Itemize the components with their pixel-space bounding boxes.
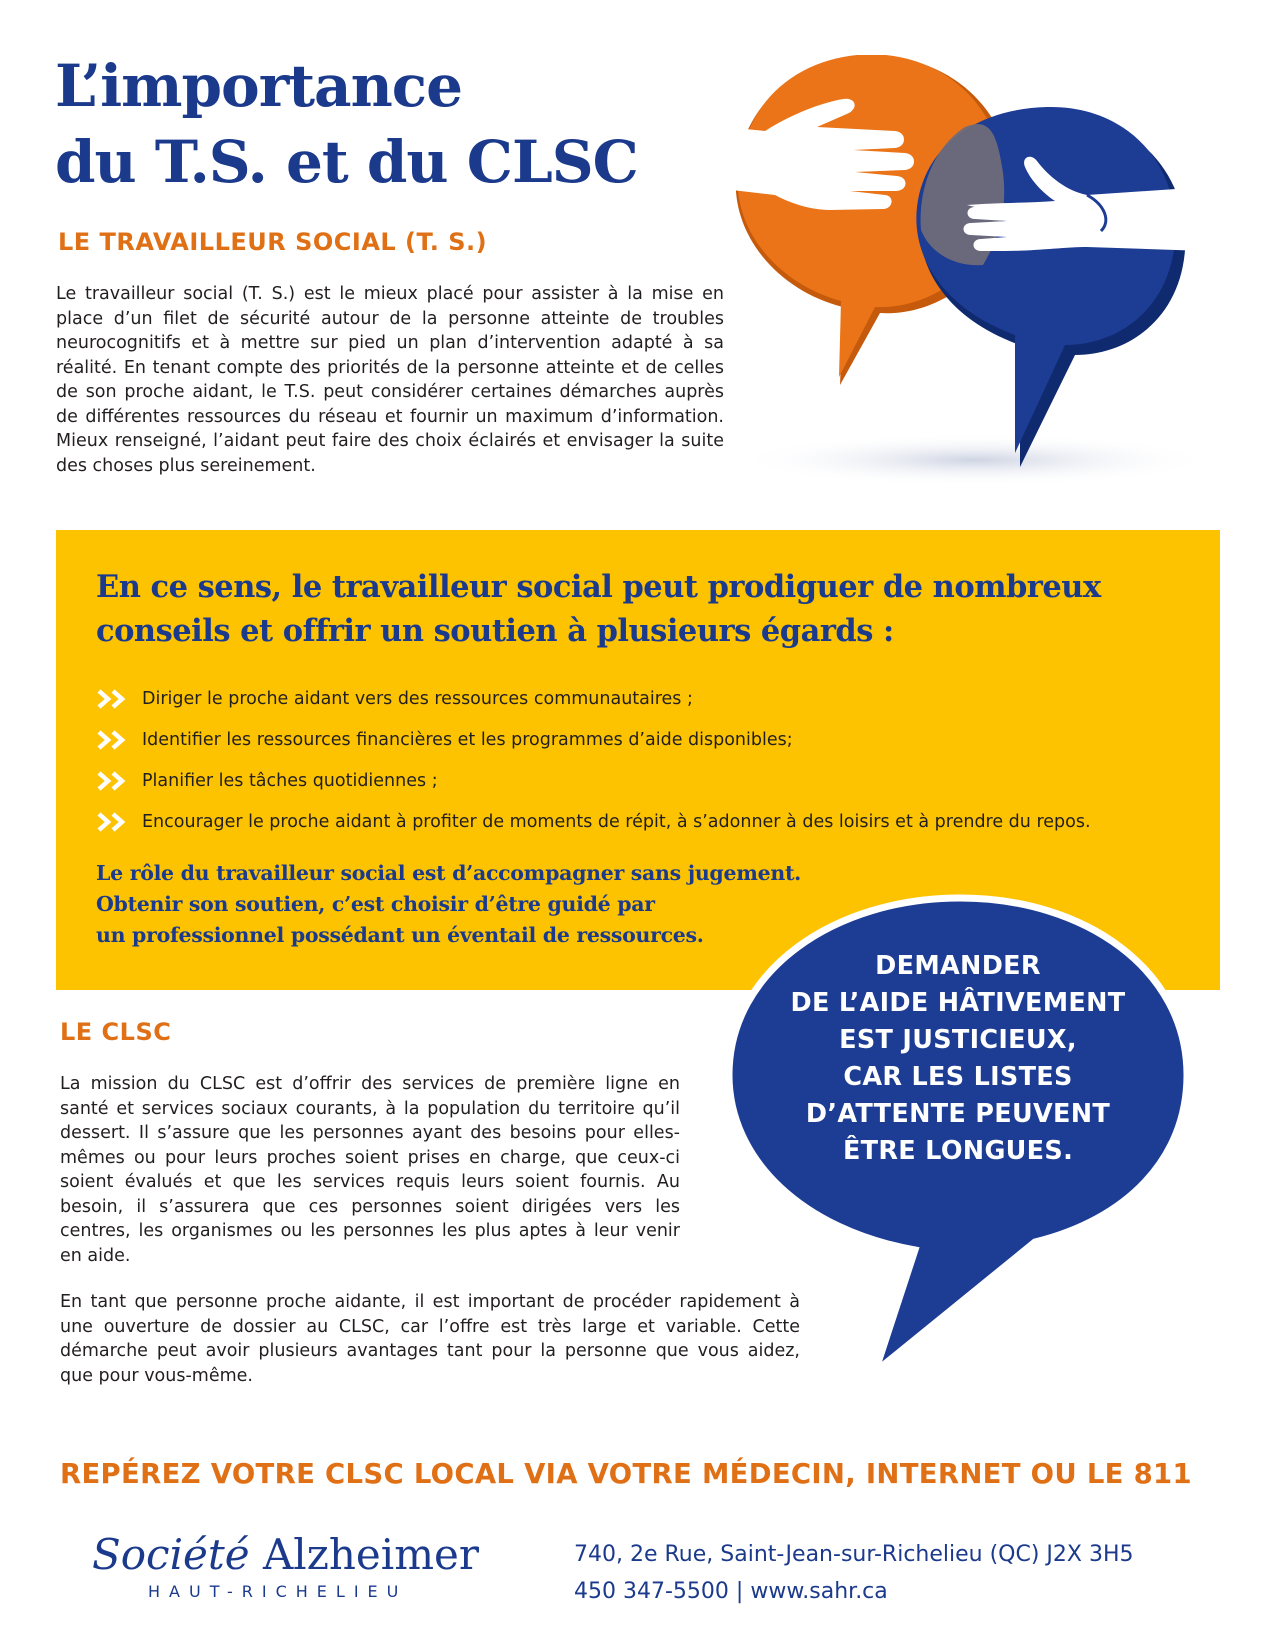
callout-line-4: CAR LES LISTES bbox=[843, 1062, 1073, 1092]
callout-line-2: DE L’AIDE HÂTIVEMENT bbox=[790, 988, 1126, 1018]
callout-line-5: D’ATTENTE PEUVENT bbox=[805, 1099, 1111, 1129]
list-item bbox=[96, 801, 1216, 842]
ts-section-heading: LE TRAVAILLEUR SOCIAL (T. S.) bbox=[58, 228, 488, 256]
advice-box-closing-line-3: un professionnel possédant un éventail de ressources. bbox=[96, 923, 704, 947]
clsc-section-paragraph-1: La mission du CLSC est d’offrir des services de première ligne en santé et services sociaux courants, à la population du territoire qu’il dessert. Il s’assure que les personnes ayant des besoins pour elles-mêmes ou pour leurs proches soient prises en charge, que ceux-ci soient évalués et que les services requis leurs soient fournis. Au besoin, il s’assurera que ces personnes soient dirigées vers les centres, les organismes ou les personnes les plus aptes à leur venir en aide. bbox=[60, 1074, 680, 1266]
website-link[interactable]: www.sahr.ca bbox=[750, 1579, 888, 1604]
bullet-text: Diriger le proche aidant vers des ressources communautaires ; bbox=[142, 688, 693, 709]
logo-word-alzheimer: Alzheimer bbox=[262, 1530, 479, 1579]
advice-bullet-list bbox=[96, 678, 1216, 842]
advice-box-heading bbox=[96, 565, 1196, 653]
page-title bbox=[55, 48, 695, 200]
bullet-text: Planifier les tâches quotidiennes ; bbox=[142, 770, 438, 791]
ts-section-paragraph: Le travailleur social (T. S.) est le mieux placé pour assister à la mise en place d’un filet de sécurité autour de la personne atteinte de troubles neurocognitifs et à mettre sur pied un plan d’intervention adapté à sa réalité. En tenant compte des priorités de la personne atteinte et de celles de son proche aidant, le T.S. peut considérer certaines démarches auprès de différentes ressources du réseau et fournir un maximum d’information. Mieux renseigné, l’aidant peut faire des choix éclairés et envisager la suite des choses plus sereinement. bbox=[56, 284, 724, 476]
bullet-text: Identifier les ressources financières et les programmes d’aide disponibles; bbox=[142, 729, 793, 750]
advice-box-closing-line-2: Obtenir son soutien, c’est choisir d’être guidé par bbox=[96, 892, 655, 916]
contact-info bbox=[574, 1536, 1134, 1610]
double-chevron-icon bbox=[96, 811, 132, 833]
list-item bbox=[96, 719, 1216, 760]
callout-line-1: DEMANDER bbox=[875, 951, 1041, 981]
list-item bbox=[96, 678, 1216, 719]
callout-line-6: ÊTRE LONGUES. bbox=[842, 1136, 1074, 1166]
logo-subtitle: HAUT-RICHELIEU bbox=[148, 1582, 408, 1601]
address-text: 740, 2e Rue, Saint-Jean-sur-Richelieu (QC) J2X 3H5 bbox=[574, 1542, 1134, 1567]
logo bbox=[92, 1530, 479, 1579]
advice-box-heading-line-1: En ce sens, le travailleur social peut prodiguer de nombreux bbox=[96, 569, 1101, 605]
cta-banner-text: REPÉREZ VOTRE CLSC LOCAL VIA VOTRE MÉDECIN, INTERNET OU LE 811 bbox=[60, 1458, 1192, 1490]
bullet-text: Encourager le proche aidant à profiter de moments de répit, à s’adonner à des loisirs et à prendre du repos. bbox=[142, 811, 1091, 832]
advice-box-closing-line-1: Le rôle du travailleur social est d’accompagner sans jugement. bbox=[96, 861, 801, 885]
double-chevron-icon bbox=[96, 729, 132, 751]
page-title-line-2: du T.S. et du CLSC bbox=[55, 128, 638, 196]
double-chevron-icon bbox=[96, 688, 132, 710]
bubble-shadow bbox=[735, 434, 1215, 486]
advice-box-heading-line-2: conseils et offrir un soutien à plusieurs égards : bbox=[96, 613, 894, 649]
list-item bbox=[96, 760, 1216, 801]
callout-line-3: EST JUSTICIEUX, bbox=[839, 1025, 1077, 1055]
handshake-speech-bubbles-illustration bbox=[735, 55, 1235, 500]
callout-bubble-text bbox=[748, 948, 1168, 1170]
contact-separator: | bbox=[735, 1579, 744, 1604]
page-title-line-1: L’importance bbox=[55, 52, 463, 120]
clsc-section-heading: LE CLSC bbox=[60, 1018, 172, 1046]
logo-word-societe: Société bbox=[92, 1530, 250, 1579]
clsc-section-paragraph-2: En tant que personne proche aidante, il est important de procéder rapidement à une ouverture de dossier au CLSC, car l’offre est très large et variable. Cette démarche peut avoir plusieurs avantages tant pour la personne que vous aidez, que pour vous-même. bbox=[60, 1292, 800, 1386]
phone-web-line bbox=[574, 1573, 1134, 1610]
phone-text: 450 347-5500 bbox=[574, 1579, 729, 1604]
double-chevron-icon bbox=[96, 770, 132, 792]
